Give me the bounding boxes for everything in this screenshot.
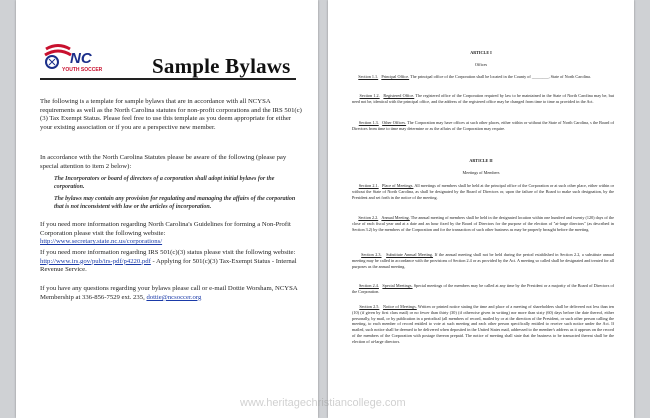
article-2-title: ARTICLE II (469, 158, 493, 163)
section-label: Section 2.5. (359, 304, 380, 309)
note-item-2: The bylaws may contain any provision for regulating and managing the affairs of the corporation that is not inconsistent with law or the articles of incorporation. (54, 196, 296, 210)
intro-paragraph: The following is a template for sample bylaws that are in accordance with all NCYSA requirements as well as the North Carolina statutes for non-profit corporations and the IRS 501(c)(3) Tax Exempt Status. Please feel free to use this template as you deem appropriate for either your existing association or if you are a perspective new member. (40, 98, 302, 132)
section-1-3 (352, 120, 614, 132)
section-label: Section 1.2. (359, 93, 380, 98)
document-title: Sample Bylaws (152, 54, 291, 78)
contact-text: If you have any questions regarding your bylaws please call or e-mail Dottie Worsham, NCYSA Membership at 336-856-7529 ext. 235, (40, 285, 298, 301)
contact-email-link[interactable]: dottie@ncsoccer.org (146, 293, 202, 301)
article-1-subtitle: Offices (474, 62, 488, 67)
section-label: Section 2.4. (358, 283, 379, 288)
logo-letters: NC (70, 50, 92, 67)
section-label: Section 2.2. (358, 215, 379, 220)
guidelines-paragraph (40, 221, 302, 247)
section-text: If the annual meeting shall not be held during the period established in Section 2.2, a substitute annual meeting may be called in accordance with the provisions of Section 2.4 or as provided by the Act. A meeting so called shall be designated and treated for all purposes as the annual meeting. (352, 252, 614, 269)
section-label: Section 2.1. (358, 183, 379, 188)
irs-text: If you need more information regarding IRS 501(c)(3) status please visit the following website: (40, 249, 296, 256)
section-text: The principal office of the Corporation shall be located in the County of ________, State of North Carolina. (410, 74, 591, 79)
section-heading: Notice of Meetings. (383, 304, 417, 309)
watermark: www.heritagechristiancollege.com (240, 397, 406, 409)
article-1-title: ARTICLE I (470, 50, 492, 55)
irs-text-after: - Applying for 501(c)(3) Tax-Exempt Status - Internal Revenue Service. (40, 257, 297, 274)
section-text: The annual meeting of members shall be held in the designated location within one hundred and twenty (120) days of the close of each fiscal year and at a date and an hour fixed by the Board of Directors for the purpose of the election of "at-large directors" (as described in Section 3.2) by the members of the Corporation and for the transaction of such other business as may be properly brought before the meeting. (352, 215, 615, 232)
section-2-5 (352, 304, 614, 345)
section-2-3 (352, 252, 614, 269)
section-text: Special meetings of the members may be called at any time by the President or a majority of the Board of Directors of the Corporation. (352, 283, 614, 294)
section-1-2 (352, 93, 614, 105)
title-divider (40, 78, 296, 80)
section-label: Section 1.1. (358, 74, 379, 79)
guidelines-text: If you need more information regarding North Carolina's Guidelines for forming a Non-Profit Corporation please visit the following website: (40, 221, 291, 237)
section-2-4 (352, 283, 614, 295)
section-text: All meetings of members shall be held at the principal office of the Corporation or at such other place, either within or without the State of North Carolina, as shall be designated by the Board of Directors or, upon the failure of the Board to make such designation, by the President and set forth in the notice of the meeting. (352, 183, 615, 200)
section-heading: Principal Office. (381, 74, 410, 79)
guidelines-link[interactable]: http://www.secretary.state.nc.us/corporations/ (40, 238, 163, 246)
note-item-1: The Incorporators or board of directors of a corporation shall adopt initial bylaws for the corporation. (54, 176, 275, 190)
section-heading: Substitute Annual Meeting. (386, 252, 434, 257)
logo-caption: YOUTH SOCCER (62, 67, 102, 73)
bylaws-page-2 (328, 0, 634, 418)
irs-paragraph (40, 249, 302, 275)
section-heading: Special Meetings. (382, 283, 413, 288)
section-text: The Corporation may have offices at such other places, either within or without the State of North Carolina, s the Board of Directors from time to time may determine or as the affairs of the Corporation may require. (352, 120, 615, 131)
contact-paragraph (40, 285, 302, 302)
section-text: Written or printed notice stating the time and place of a meeting of shareholders shall be delivered not less than ten (10) (if given by first class mail) or no fewer than thirty (30) (if otherwise given in writing) nor more than sixty (60) days before the date thereof, either personally, by mail, or by publication in a periodical (all members of record, mailed by or at the direction of the President, or such other person calling the meeting, to each member of record entitled to vote at such meeting and each other person specifically entitled to receive such notice under the Act. If mailed, such notice shall be deemed to be delivered when deposited in the United States mail, addressed to the member's address as it appears on the record of the members of the Corporation with postage thereon prepaid. The notice of meeting shall state that the business to be transacted thereat shall be the election of at-large directors. (352, 304, 614, 344)
irs-link[interactable]: http://www.irs.gov/pub/irs-pdf/p4220.pdf (40, 257, 151, 265)
section-heading: Place of Meetings. (382, 183, 414, 188)
article-2-subtitle: Meetings of Members (462, 170, 500, 175)
section-heading: Other Offices. (382, 120, 407, 125)
section-1-1 (352, 74, 614, 80)
statutes-paragraph: In accordance with the North Carolina Statutes please be aware of the following (please pay special attention to item 2 below): (40, 154, 287, 170)
section-2-1 (352, 183, 614, 200)
section-label: Section 2.3. (361, 252, 382, 257)
section-heading: Annual Meeting. (381, 215, 410, 220)
bylaws-page-1 (16, 0, 318, 418)
ncysa-logo (40, 41, 102, 73)
section-heading: Registered Office. (383, 93, 415, 98)
section-label: Section 1.3. (358, 120, 379, 125)
section-2-2 (352, 215, 614, 232)
section-text: The registered office of the Corporation required by law to be maintained in the State of North Carolina may be, but need not be, identical with the principal office, and the address of the registered office may be changed from time to time as provided in the Act. (352, 93, 615, 104)
